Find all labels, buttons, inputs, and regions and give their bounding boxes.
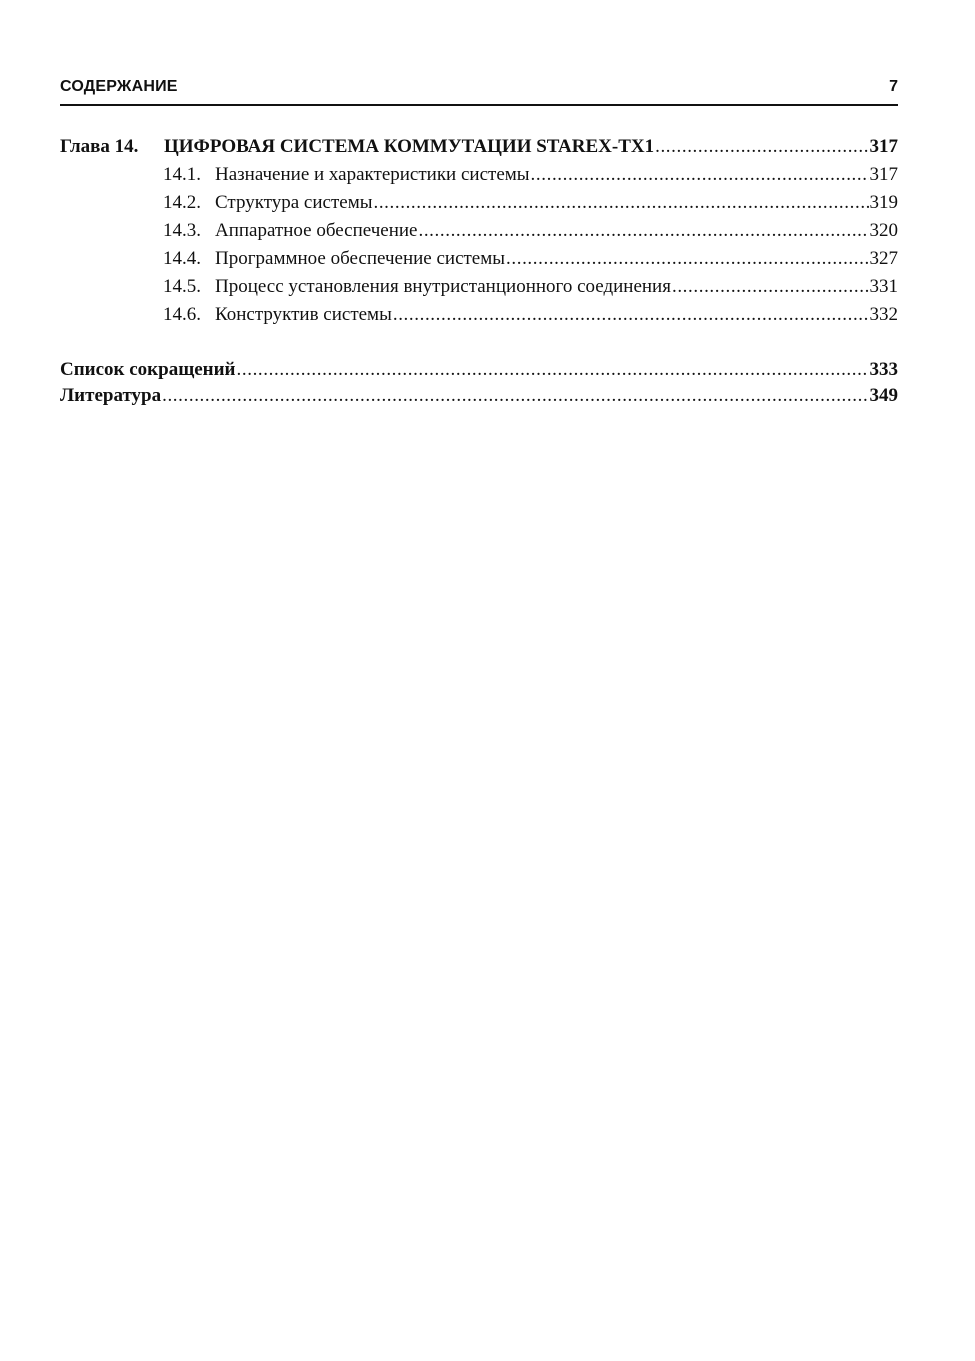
dot-leader: [672, 273, 869, 301]
dot-leader: [506, 245, 868, 273]
toc-section-14-6: [60, 301, 898, 329]
section-number: 14.1.: [163, 164, 201, 185]
section-title: Конструктив системы: [215, 304, 392, 325]
section-page: 317: [869, 164, 898, 185]
section-page: 331: [869, 276, 898, 297]
toc-section-14-2: [60, 189, 898, 217]
section-title: Программное обеспечение системы: [215, 248, 506, 269]
back-matter-page: 349: [869, 385, 898, 406]
section-title: Структура системы: [215, 192, 373, 213]
dot-leader: [393, 301, 869, 329]
section-page: 319: [869, 192, 898, 213]
back-matter-title: Список сокращений: [60, 359, 236, 380]
dot-leader: [237, 356, 869, 384]
section-title: Назначение и характеристики системы: [215, 164, 530, 185]
toc-section-14-4: [60, 245, 898, 273]
dot-leader: [655, 132, 868, 161]
running-header: [60, 78, 898, 102]
section-number: 14.4.: [163, 248, 201, 269]
chapter-title: ЦИФРОВАЯ СИСТЕМА КОММУТАЦИИ STAREX-TX1: [164, 136, 655, 157]
section-title: Аппаратное обеспечение: [215, 220, 418, 241]
toc-section-14-3: [60, 217, 898, 245]
section-page: 332: [869, 304, 898, 325]
header-rule: [60, 104, 898, 106]
section-page: 320: [869, 220, 898, 241]
dot-leader: [162, 384, 868, 408]
toc-abbreviations: [60, 356, 898, 384]
section-number: 14.6.: [163, 304, 201, 325]
spacer: [60, 329, 898, 356]
toc-section-14-5: [60, 273, 898, 301]
dot-leader: [418, 217, 868, 245]
toc-section-14-1: [60, 161, 898, 189]
dot-leader: [531, 161, 869, 189]
section-number: 14.2.: [163, 192, 201, 213]
section-title: Процесс установления внутристанционного соединения: [215, 276, 671, 297]
section-number: 14.5.: [163, 276, 201, 297]
section-page: 327: [869, 248, 898, 269]
back-matter-page: 333: [869, 359, 898, 380]
chapter-number: Глава 14.: [60, 136, 139, 157]
header-title: СОДЕРЖАНИЕ: [60, 78, 178, 95]
table-of-contents: [60, 132, 898, 408]
toc-chapter-14: [60, 132, 898, 161]
toc-literature: [60, 384, 898, 408]
back-matter-title: Литература: [60, 385, 162, 406]
header-page-number: 7: [889, 78, 898, 95]
section-number: 14.3.: [163, 220, 201, 241]
dot-leader: [373, 189, 868, 217]
chapter-page: 317: [869, 136, 898, 157]
